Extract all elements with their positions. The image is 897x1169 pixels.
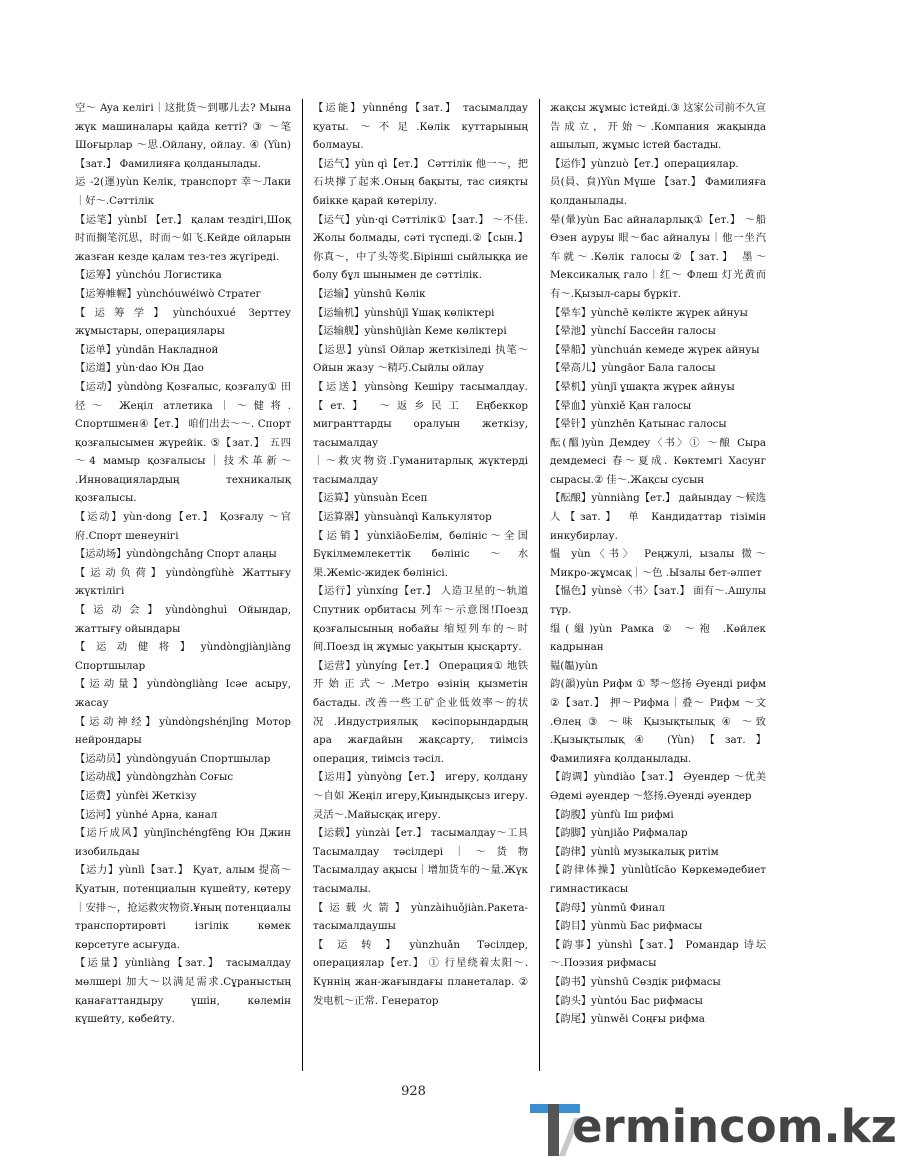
dictionary-entry: 【运费】yùnfèi Жеткізу [75,789,197,802]
column-right [550,99,766,1074]
dictionary-entry: 【韵事】yùnshì【зат.】 Романдар 诗坛～.Поэзия рифмасы [550,938,766,970]
dictionary-entry: 员(員、貟)Yùn Мүше 【зат.】 Фамилияға қолданылады. [550,176,766,207]
dictionary-entry: 【运载火箭】yùnzàihuǒjiàn.Ракета-тасымалдаушы [313,901,528,933]
dictionary-entry: 【运动战】yùndòngzhàn Соғыс [75,771,234,784]
dictionary-entry: 【运单】yùndān Накладной [75,343,219,356]
dictionary-entry: 【运思】yùnsī Ойлар жеткізіледі 执笔～ Ойын жазу ～精巧.Сыйлы ойлау [313,343,528,375]
dictionary-entry: 【运动量】yùndòngliàng Ісәе асыру, жасау [75,678,291,709]
dictionary-entry: 【运动】yùn·dong【ет.】 Қозғалу ～官府.Спорт шенеунігі [75,511,291,542]
dictionary-entry: 【运输】yùnshū Көлік [313,287,426,300]
dictionary-entry: 【运用】yùnyòng【ет.】 игеру, қолдану ～自如 Жеңіл игеру,Қиындықсыз игеру. 灵活～.Майысқақ игеру. [313,771,528,821]
column-divider [302,99,303,1071]
dictionary-entry: 【运输舰】yùnshūjiàn Кеме көліктері [313,325,507,338]
dictionary-entry: 【运算器】yùnsuànqì Калькулятор [313,511,492,524]
dictionary-entry: 【运气】yùn qì【ет.】 Сәттілік 他一～，把石块撑了起来.Оның бақыты, тас сияқты биікке қарай көтерілу. [313,157,528,207]
dictionary-entry: 【韵调】yùndiào【зат.】 Әуендер ～优美 Әдемі әуендер ～悠扬.Әуенді әуендер [550,771,766,802]
dictionary-entry: 【韵头】yùntóu Бас рифмасы [550,994,703,1007]
dictionary-entry: 【运力】yùnlì【зат.】 Қуат, алым 提高～ Қуатын, потенциалын күшейту, көтеру｜安排～，抢运救灾物资.¥ның потенциалы транспортировті ізгілік көмек көрсетуге асығуда. [75,864,291,951]
dictionary-entry: 运 -2(運)yùn Келік, транспорт 幸～Лаки｜好～.Сәттілік [75,176,291,207]
dictionary-entry: жақсы жұмыс істейді.③ 这家公司前不久宣告成立，开始～.Компания жақында ашылып, жұмыс істей бастады. [550,102,766,152]
dictionary-entry: 【晕船】yùnchuán кемеде жүрек айнуы [550,343,760,356]
dictionary-entry: 【运筹学】yùnchóuxué Зерттеу жұмыстары, операциялары [75,306,291,338]
dictionary-entry: 【运动员】yùndòngyuán Спортшылар [75,752,271,765]
dictionary-entry: 【韵母】yùnmǔ Финал [550,901,665,914]
dictionary-entry: 【运筹帷幄】yùnchóuwéiwò Стратег [75,287,262,300]
dictionary-entry: 【晕血】yùnxiě Қан галосы [550,399,692,412]
dictionary-entry: 【愠色】yùnsè〈书〉【зат.】 面有～.Ашулы түр. [550,585,766,617]
dictionary-entry: 【运量】yùnliàng【зат.】 тасымалдау мөлшері 加大～以满足需求.Сұраныстың қанағаттандыру үшін, көлемін күшейту, көбейту. [75,957,291,1026]
dictionary-entry: ｜～救灾物资.Гуманитарлық жүктерді тасымалдау [313,455,528,486]
dictionary-entry: 【韵律体操】yùnlǜtǐcāo Көркемәдебиет гимнастикасы [550,864,766,895]
dictionary-entry: 【运筹】yùnchóu Логистика [75,269,222,282]
dictionary-entry: 【晕针】yùnzhēn Қатынас галосы [550,418,727,431]
dictionary-entry: 【运斤成风】yùnjīnchéngfēng Юн Джин изобильдаы [75,827,291,858]
dictionary-entry: 【韵律】yùnlǜ музыкалық ритім [550,845,719,858]
dictionary-entry: 【运动负荷】yùndòngfùhè Жаттығу жүктілігі [75,566,291,598]
dictionary-entry: 【韵书】yùnshū Сөздік рифмасы [550,975,721,988]
dictionary-entry: 【运动场】yùndòngchǎng Спорт алаңы [75,548,277,561]
dictionary-entry: 【运气】yùn·qi Сәттілік①【зат.】 ～不佳. Жолы болмады, сәті түспеді.②【сын.】 你真～，中了头等奖.Бірінші сыйлыққа ие болу бұл шынымен де сәттілік. [313,213,528,282]
dictionary-entry: 空～ Aya келігі｜这批货～到哪儿去? Мына жүк машиналары қайда кетті? ③ ～笔 Шоғырлар ～思.Ойлану, ойлау. ④ (Yùn) 【зат.】 Фамилияға қолданылады. [75,102,291,170]
dictionary-entry: 【韵尾】yùnwěi Соңғы рифма [550,1013,705,1026]
dictionary-entry: 【晕车】yùnchē көлікте жүрек айнуы [550,306,748,319]
column-middle [313,99,528,1074]
dictionary-entry: 【运动会】yùndònghuì Ойындар, жаттығу ойындары [75,604,291,635]
dictionary-entry: 【运动】yùndòng Қозғалыс, қозғалу① 田径～ Жеңіл атлетика｜～健将. Спортшмен④【ет.】 咱们出去～～. Спорт қозғалысымен жүрейік. ⑤【зат.】 五四～4 мамыр қозғалысы｜技术革新～ .Инновациялардың техникалық қозғалысы. [75,380,291,505]
dictionary-entry: 【韵目】yùnmù Бас рифмасы [550,920,703,933]
dictionary-entry: 【晕高儿】yùngāor Бала галосы [550,362,716,375]
dictionary-entry: 【晕机】yùnjī ұшақта жүрек айнуы [550,380,735,393]
dictionary-entry: 【运河】yùnhé Арна, канал [75,808,218,821]
dictionary-entry: 【运作】yùnzuò【ет.】операциялар. [550,157,739,170]
dictionary-entry: 【韵腹】yùnfù Іш рифмі [550,808,674,821]
dictionary-entry: 【运营】yùnyíng【ет.】 Операция① 地铁开始正式～.Метро өзінің қызметін бастады. 改善一些工矿企业低效率～的状况.Индустриялық кәсіпорындардың ара жағдайын жақсарту, тиімсіз операция, тиімсіз тәсіл. [313,659,528,765]
column-left [75,99,291,1074]
dictionary-entry: 韵(韻)yùn Рифм ① 琴～悠扬 Әуенді рифм ②【зат.】 押～Рифма｜叠～ Рифм ～文 .Өлең ③ ～味 Қызықтылық ④ ～致 .Қызықтылық④ (Yùn)【зат.】 Фамилияға қолданылады. [550,678,766,765]
column-divider [539,99,540,1071]
dictionary-entry: 【运动神经】yùndòngshénjīng Мотор нейрондары [75,715,291,747]
dictionary-entry: 【运送】yùnsòng Кешіру тасымалдау.【ет.】 ～返乡民工 Еңбеккор мигранттарды оралуын жеткізу, тасымалдау [313,380,528,449]
dictionary-entry: 晕(暈)yùn Бас айналарлық①【ет.】 ～船 Өзен ауруы 眼～бас айналуы｜他一坐汽车就～.Көлік галосы②【зат.】 墨～ Мексикалық гало｜红～ Флеш 灯光黄而有～.Қызыл-сары бүркіт. [550,213,766,300]
dictionary-entry: 【酝酿】yùnniàng【ет.】 дайындау ～候选人【зат.】 单 Кандидаттар тізімін инкубирлау. [550,492,766,542]
page-number: 928 [401,1084,426,1099]
dictionary-entry: 【运能】yùnnéng【зат.】 тасымалдау қуаты. ～不足.Көлік куттарының болмауы. [313,102,528,152]
dictionary-entry: 【运算】yùnsuàn Есеп [313,492,428,505]
site-logo[interactable] [528,1098,897,1160]
dictionary-entry: 【运载】yùnzài【ет.】 тасымалдау～工具 Тасымалдау тәсілдері｜～货物 Тасымалдау ақысы｜增加货车的～量.Жүк тасымалы. [313,827,528,895]
dictionary-entry: 【运输机】yùnshūjī Ұшақ көліктері [313,306,495,319]
dictionary-entry: 【运行】yùnxíng【ет.】 人造卫星的～轨道 Спутник орбитасы 列车～示意图!Поезд қозғалысының нобайы 缩短列车的～时间.Поезд ің жұмыс уақытын қысқарту. [313,585,528,654]
dictionary-entry: 愠 yùn〈书〉 Реңжулі, ызалы 微～ Микро-жұмсақ｜～色 .Ызалы бет-әлпет [550,548,766,579]
dictionary-entry: 【运笔】yùnbǐ 【ет.】 қалам тездігі,Шоқ 时而搁笔沉思，时而～如飞.Кейде ойларын жазған кезде қалам тез-тез жүгіреді. [75,213,291,263]
dictionary-entry: 酝(醞)yùn Демдеу〈书〉① ～酿 Сыра демдемесі 春～夏成. Көктемгі Хасунг сырасы.② 佳～.Жақсы сусын [550,436,766,486]
dictionary-entry: 【运动健将】yùndòngjiànjiàng Спортшылар [75,641,291,672]
dictionary-entry: 缊(縕)yùn Рамка ② ～袍 .Көйлек кадрынан [550,622,766,654]
dictionary-entry: 【运道】yùn·dao Юн Дао [75,362,204,375]
dictionary-entry: 【运转】yùnzhuǎn Тәсілдер, операциялар【ет.】 ① 行星绕着太阳～. Күннің жан-жағындағы планеталар. ②发电机～正常. Генератор [313,938,528,1007]
dictionary-entry: 韫(韞)yùn [550,659,598,672]
dictionary-entry: 【晕池】yùnchí Бассейн галосы [550,325,716,338]
dictionary-entry: 【韵脚】yùnjiǎo Рифмалар [550,827,688,840]
dictionary-entry: 【运销】yùnxiāoБелім, бөлініс～全国 Бүкілмемлекеттік бөлініс ～水果.Жеміс-жидек бөлінісі. [313,529,528,579]
logo-text: ermincom.kz [572,1100,897,1153]
